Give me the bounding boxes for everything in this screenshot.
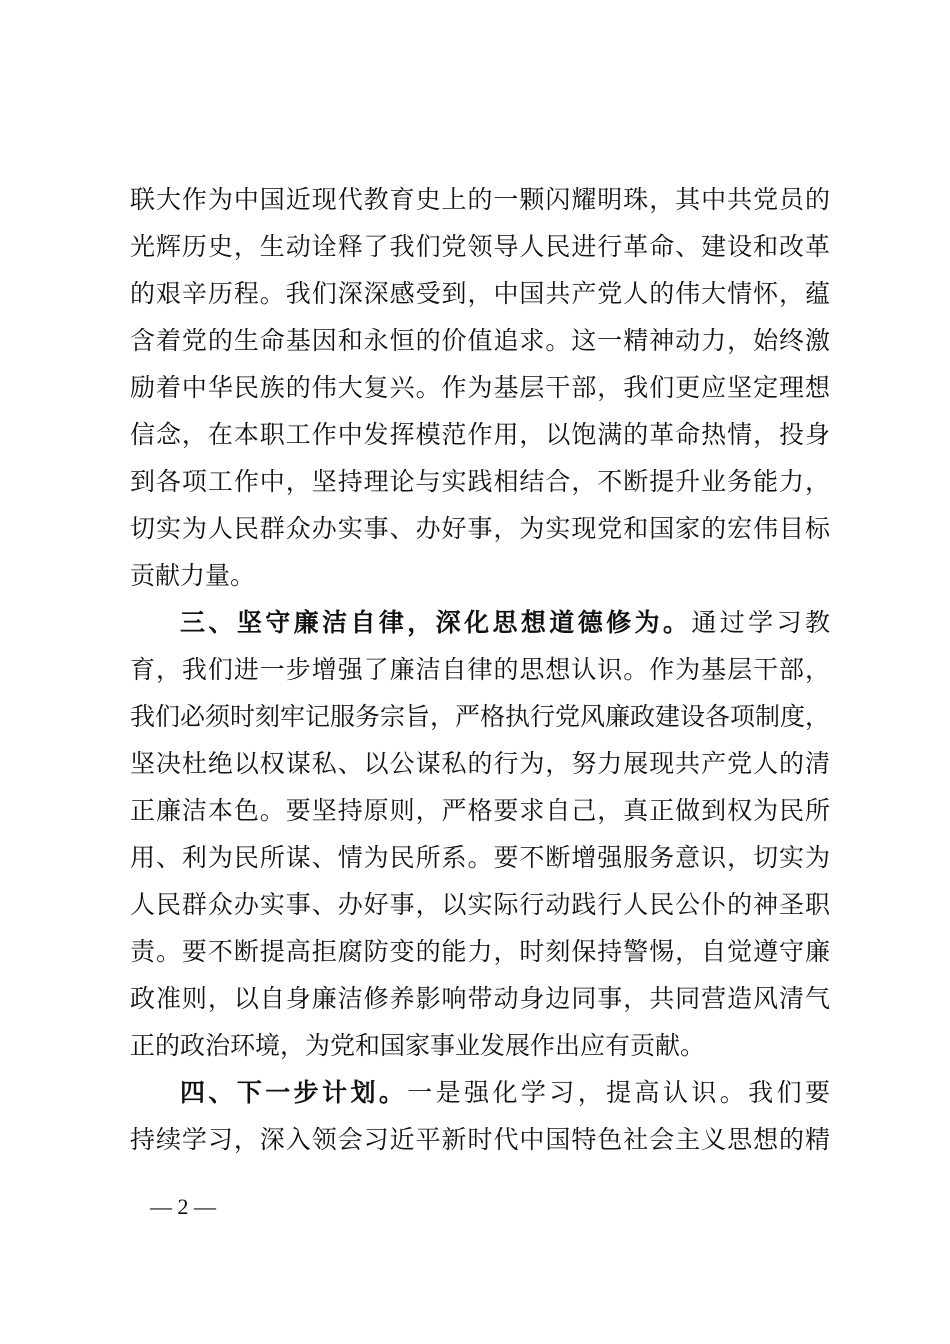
text-line: 到各项工作中，坚持理论与实践相结合，不断提升业务能力， (130, 467, 830, 496)
text-line: 的艰辛历程。我们深深感受到，中国共产党人的伟大情怀，蕴 (130, 279, 830, 308)
text-line: 光辉历史，生动诠释了我们党领导人民进行革命、建设和改革 (130, 232, 830, 261)
text-line: 育，我们进一步增强了廉洁自律的思想认识。作为基层干部， (130, 655, 830, 684)
section-4-first-line-rest: 一是强化学习，提高认识。我们要 (407, 1078, 830, 1107)
text-line: 联大作为中国近现代教育史上的一颗闪耀明珠，其中共党员的 (130, 185, 830, 214)
page-number: — 2 — (150, 1194, 216, 1219)
text-line: 正廉洁本色。要坚持原则，严格要求自己，真正做到权为民所 (130, 796, 830, 825)
text-line: 政准则，以自身廉洁修养影响带动身边同事，共同营造风清气 (130, 984, 830, 1013)
text-line: 责。要不断提高拒腐防变的能力，时刻保持警惕，自觉遵守廉 (130, 937, 830, 966)
text-line: 我们必须时刻牢记服务宗旨，严格执行党风廉政建设各项制度， (130, 702, 831, 731)
section-3-first-line (180, 603, 830, 643)
section-4-first-line (180, 1073, 830, 1113)
section-4-heading: 四、下一步计划。 (180, 1078, 408, 1107)
section-3-first-line-rest: 通过学习教 (691, 608, 830, 637)
text-line: 坚决杜绝以权谋私、以公谋私的行为，努力展现共产党人的清 (130, 749, 830, 778)
text-line: 信念，在本职工作中发挥模范作用，以饱满的革命热情，投身 (130, 420, 830, 449)
text-line: 持续学习，深入领会习近平新时代中国特色社会主义思想的精 (130, 1125, 830, 1154)
text-line: 正的政治环境，为党和国家事业发展作出应有贡献。 (130, 1031, 706, 1060)
text-line: 用、利为民所谋、情为民所系。要不断增强服务意识，切实为 (130, 843, 830, 872)
text-line: 人民群众办实事、办好事，以实际行动践行人民公仆的神圣职 (130, 890, 830, 919)
text-line: 含着党的生命基因和永恒的价值追求。这一精神动力，始终激 (130, 326, 830, 355)
text-line: 贡献力量。 (130, 561, 256, 590)
text-line: 切实为人民群众办实事、办好事，为实现党和国家的宏伟目标 (130, 514, 830, 543)
section-3-heading: 三、坚守廉洁自律，深化思想道德修为。 (180, 608, 692, 637)
text-line: 励着中华民族的伟大复兴。作为基层干部，我们更应坚定理想 (130, 373, 830, 402)
